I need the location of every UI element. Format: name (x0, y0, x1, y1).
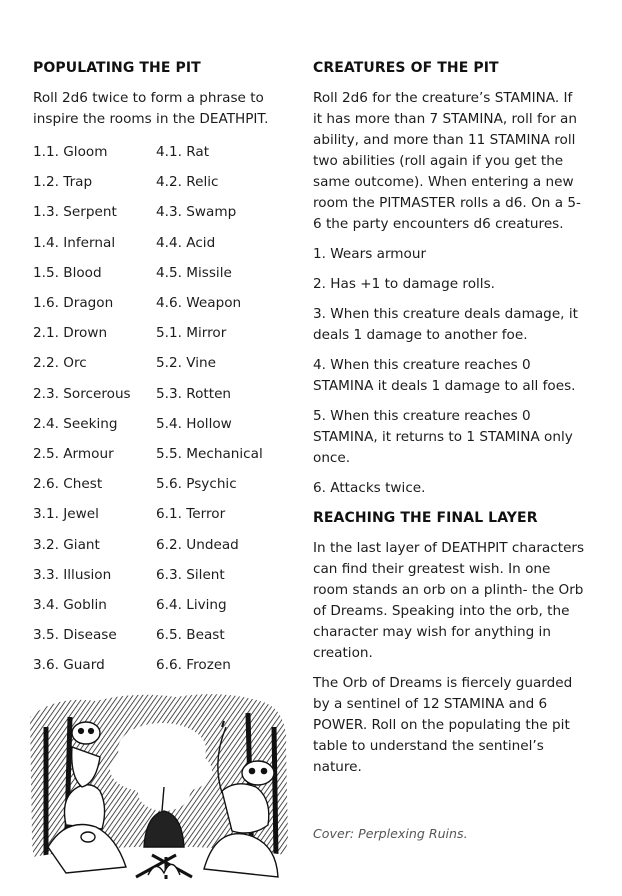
table-entry: 3.2. Giant (33, 536, 100, 553)
creatures-section (313, 58, 585, 787)
creatures-title: CREATURES OF THE PIT (313, 60, 499, 76)
table-entry: 3.4. Goblin (33, 597, 107, 614)
table-entry: 5.6. Psychic (156, 476, 237, 493)
ability-item: 3. When this creature deals damage, it deals 1 damage to another foe. (313, 306, 578, 343)
table-entry: 5.1. Mirror (156, 325, 227, 342)
populating-table (33, 137, 293, 681)
table-entry: 3.5. Disease (33, 627, 117, 644)
table-entry: 6.4. Living (156, 597, 227, 614)
ability-item: 1. Wears armour (313, 246, 427, 262)
table-entry: 6.3. Silent (156, 566, 225, 583)
table-entry: 6.2. Undead (156, 536, 239, 553)
table-entry: 6.6. Frozen (156, 657, 231, 674)
table-entry: 5.5. Mechanical (156, 446, 263, 463)
table-entry: 2.4. Seeking (33, 415, 118, 432)
populating-section (33, 58, 293, 681)
table-entry: 1.6. Dragon (33, 295, 114, 312)
table-entry: 1.5. Blood (33, 264, 102, 281)
table-entry: 5.4. Hollow (156, 415, 232, 432)
table-entry: 3.6. Guard (33, 657, 105, 674)
final-layer-para2: The Orb of Dreams is fiercely guarded by a sentinel of 12 STAMINA and 6 POWER. Roll on the populating the pit table to understand the sentinel’s nature. (313, 675, 573, 775)
ability-item: 5. When this creature reaches 0 STAMINA, it returns to 1 STAMINA only once. (313, 408, 573, 466)
populating-intro: Roll 2d6 twice to form a phrase to inspire the rooms in the DEATHPIT. (33, 90, 269, 127)
table-entry: 4.3. Swamp (156, 204, 237, 221)
table-entry: 3.3. Illusion (33, 566, 112, 583)
table-entry: 4.4. Acid (156, 234, 216, 251)
table-entry: 1.4. Infernal (33, 234, 116, 251)
final-layer-title: REACHING THE FINAL LAYER (313, 510, 538, 526)
table-entry: 5.3. Rotten (156, 385, 232, 402)
table-entry: 6.1. Terror (156, 506, 226, 523)
ability-item: 2. Has +1 to damage rolls. (313, 276, 495, 292)
table-entry: 5.2. Vine (156, 355, 217, 372)
table-entry: 4.1. Rat (156, 144, 210, 160)
table-entry: 4.2. Relic (156, 174, 219, 191)
goblins-campfire-illustration (26, 687, 290, 887)
table-entry: 2.2. Orc (33, 355, 87, 372)
table-entry: 2.5. Armour (33, 446, 114, 463)
table-entry: 4.5. Missile (156, 264, 232, 281)
table-entry: 3.1. Jewel (33, 506, 99, 523)
cover-credit: Cover: Perplexing Ruins. (313, 826, 468, 841)
populating-title: POPULATING THE PIT (33, 60, 201, 76)
table-entry: 2.6. Chest (33, 476, 103, 493)
ability-item: 6. Attacks twice. (313, 480, 426, 496)
creatures-intro: Roll 2d6 for the creature’s STAMINA. If it has more than 7 STAMINA, roll for an ability, and more than 11 STAMINA roll two abilities (roll again if you get the same outcome). When entering a new room the PITMASTER rolls a d6. On a 5-6 the party encounters d6 creatures. (313, 90, 581, 232)
table-entry: 1.3. Serpent (33, 204, 117, 221)
table-entry: 2.3. Sorcerous (33, 385, 131, 402)
table-entry: 1.1. Gloom (33, 144, 108, 160)
ability-item: 4. When this creature reaches 0 STAMINA it deals 1 damage to all foes. (313, 357, 576, 394)
final-layer-para1: In the last layer of DEATHPIT characters can find their greatest wish. In one room stands an orb on a plinth- the Orb of Dreams. Speaking into the orb, the character may wish for anything in creation. (313, 540, 585, 661)
table-entry: 4.6. Weapon (156, 295, 242, 312)
table-entry: 2.1. Drown (33, 325, 108, 342)
table-entry: 6.5. Beast (156, 627, 225, 644)
table-entry: 1.2. Trap (33, 174, 93, 191)
